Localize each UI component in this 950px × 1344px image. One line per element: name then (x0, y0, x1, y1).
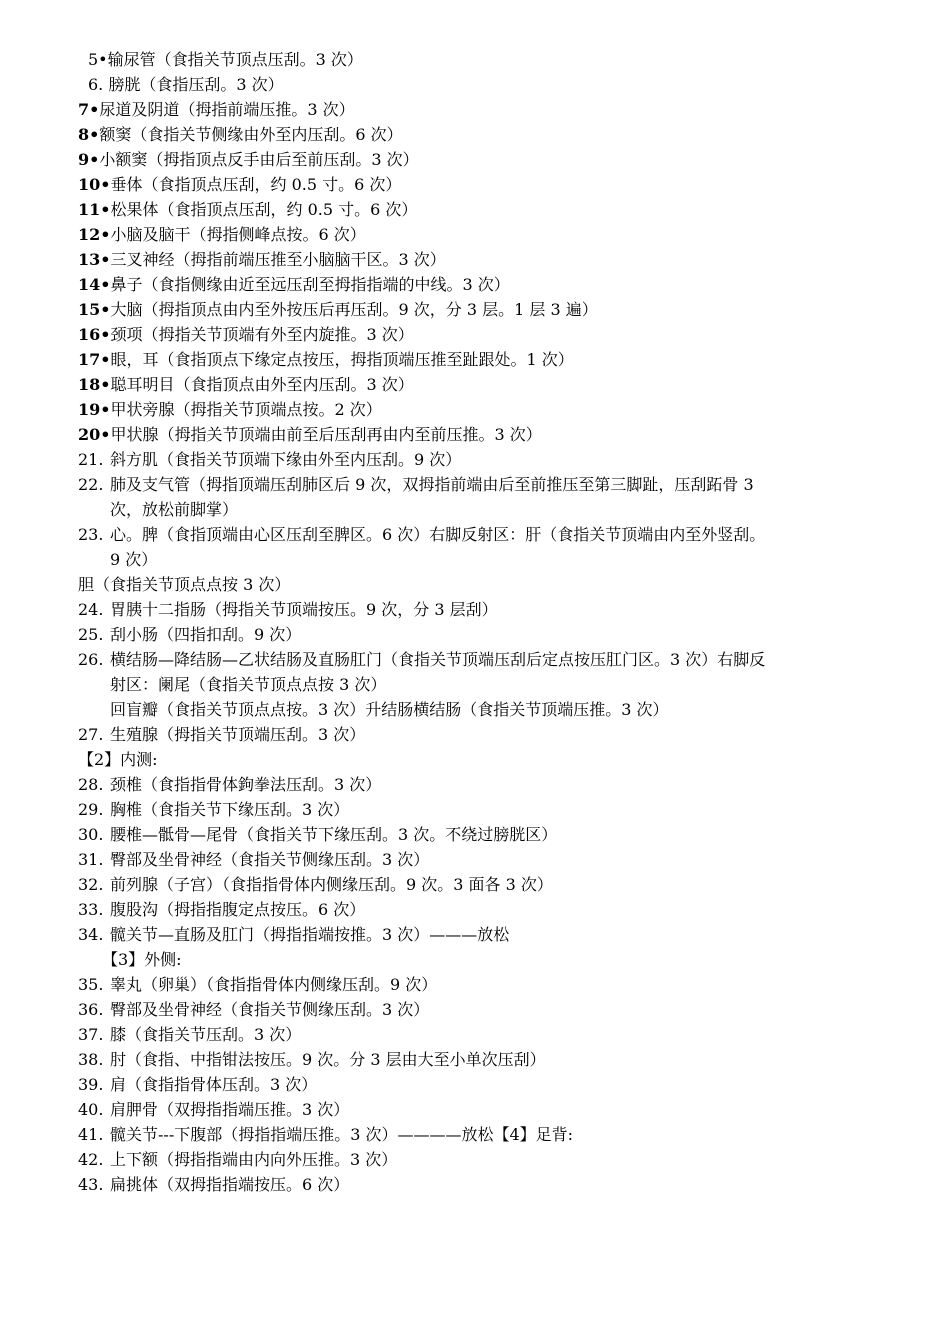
list-item (78, 772, 890, 797)
list-item (78, 847, 890, 872)
list-item (78, 97, 890, 122)
item-number: 17• (78, 350, 111, 369)
item-number: 43. (78, 1175, 104, 1194)
list-item (78, 472, 890, 522)
list-item (78, 272, 890, 297)
item-number: 39. (78, 1075, 104, 1094)
list-item (78, 322, 890, 347)
item-text: 膀胱（食指压刮。3 次） (108, 75, 284, 94)
item-text: 鼻子（食指侧缘由近至远压刮至拇指指端的中线。3 次） (110, 275, 510, 294)
item-number: 6. (88, 75, 104, 94)
item-number: 9• (78, 150, 100, 169)
list-item (78, 172, 890, 197)
list-item (78, 597, 890, 622)
list-item (78, 122, 890, 147)
item-text: 甲状旁腺（拇指关节顶端点按。2 次） (110, 400, 382, 419)
paragraph-gall: 胆（食指关节顶点点按 3 次） (78, 575, 291, 594)
item-text: 腰椎—骶骨—尾骨（食指关节下缘压刮。3 次。不绕过膀胱区） (110, 825, 558, 844)
list-item (78, 822, 890, 847)
item-number: 22. (78, 475, 104, 494)
item-text: 扁挑体（双拇指指端按压。6 次） (110, 1175, 350, 1194)
item-text: 前列腺（子宫）（食指指骨体内侧缘压刮。9 次。3 面各 3 次） (110, 875, 553, 894)
item-text: 膝（食指关节压刮。3 次） (110, 1025, 302, 1044)
list-item (78, 372, 890, 397)
item-text: 腹股沟（拇指指腹定点按压。6 次） (110, 900, 366, 919)
list-item (78, 222, 890, 247)
item-text-line: 次，放松前脚掌） (110, 500, 239, 519)
item-number: 27. (78, 725, 104, 744)
item-number: 41. (78, 1125, 104, 1144)
item-number: 21. (78, 450, 104, 469)
item-number: 36. (78, 1000, 104, 1019)
item-text (110, 472, 890, 522)
item-number: 28. (78, 775, 104, 794)
item-text-line: 9 次） (110, 550, 158, 569)
item-number: 10• (78, 175, 111, 194)
item-text: 额窦（食指关节侧缘由外至内压刮。6 次） (99, 125, 403, 144)
item-text: 上下额（拇指指端由内向外压推。3 次） (110, 1150, 398, 1169)
item-text: 颈椎（食指指骨体鉤拳法压刮。3 次） (110, 775, 382, 794)
list-item (78, 872, 890, 897)
item-number: 42. (78, 1150, 104, 1169)
list-item (78, 1122, 890, 1147)
section-heading: 【3】外侧: (102, 950, 182, 969)
list-item (78, 522, 890, 572)
item-number: 24. (78, 600, 104, 619)
item-text: 三叉神经（拇指前端压推至小脑脑干区。3 次） (110, 250, 446, 269)
item-number: 33. (78, 900, 104, 919)
item-text-line: 射区：阑尾（食指关节顶点点按 3 次） (110, 675, 387, 694)
item-text: 臀部及坐骨神经（食指关节侧缘压刮。3 次） (110, 850, 430, 869)
section-heading: 【2】内测: (78, 750, 158, 769)
item-text: 胸椎（食指关节下缘压刮。3 次） (110, 800, 350, 819)
list-item (78, 422, 890, 447)
list-item (78, 72, 890, 97)
list-item (78, 897, 890, 922)
item-number: 23. (78, 525, 104, 544)
item-text: 尿道及阴道（拇指前端压推。3 次） (99, 100, 355, 119)
item-text: 胃胰十二指肠（拇指关节顶端按压。9 次，分 3 层刮） (110, 600, 498, 619)
list-item (78, 147, 890, 172)
list-item (78, 1097, 890, 1122)
document-content (78, 47, 890, 1197)
item-number: 35. (78, 975, 104, 994)
item-number: 31. (78, 850, 104, 869)
item-text (110, 522, 890, 572)
item-number: 15• (78, 300, 111, 319)
item-text: 肩（食指指骨体压刮。3 次） (110, 1075, 318, 1094)
item-text: 斜方肌（食指关节顶端下缘由外至内压刮。9 次） (110, 450, 462, 469)
item-text: 松果体（食指顶点压刮，约 0.5 寸。6 次） (110, 200, 418, 219)
item-text: 睾丸（卵巢）（食指指骨体内侧缘压刮。9 次） (110, 975, 438, 994)
list-item (78, 972, 890, 997)
item-number: 14• (78, 275, 111, 294)
item-number: 7• (78, 100, 100, 119)
item-text-line: 横结肠—降结肠—乙状结肠及直肠肛门（食指关节顶端压刮后定点按压肛门区。3 次）右脚反 (110, 650, 766, 669)
list-item (78, 722, 890, 747)
list-item (78, 347, 890, 372)
list-item (78, 1047, 890, 1072)
list-item (78, 247, 890, 272)
item-number: 40. (78, 1100, 104, 1119)
list-item (78, 997, 890, 1022)
item-number: 20• (78, 425, 111, 444)
list-item (78, 622, 890, 647)
list-item (78, 1172, 890, 1197)
item-text: 大脑（拇指顶点由内至外按压后再压刮。9 次，分 3 层。1 层 3 遍） (110, 300, 598, 319)
item-number: 19• (78, 400, 111, 419)
item-number: 29. (78, 800, 104, 819)
item-text: 垂体（食指顶点压刮，约 0.5 寸。6 次） (110, 175, 402, 194)
item-text: 髋关节---下腹部（拇指指端压推。3 次）————放松【4】足背: (110, 1125, 574, 1144)
list-item (78, 797, 890, 822)
item-number: 25. (78, 625, 104, 644)
list-item (78, 397, 890, 422)
item-text-line: 肺及支气管（拇指顶端压刮肺区后 9 次，双拇指前端由后至前推压至第三脚趾，压刮跖骨 3 (110, 475, 754, 494)
item-number: 8• (78, 125, 100, 144)
item-text: 输尿管（食指关节顶点压刮。3 次） (107, 50, 363, 69)
item-text: 眼，耳（食指顶点下缘定点按压，拇指顶端压推至趾跟处。1 次） (110, 350, 574, 369)
item-text-line: 回盲瓣（食指关节顶点点按。3 次）升结肠横结肠（食指关节顶端压推。3 次） (110, 700, 669, 719)
item-number: 13• (78, 250, 111, 269)
list-item (78, 922, 890, 947)
item-text: 小脑及脑干（拇指侧峰点按。6 次） (110, 225, 366, 244)
item-number: 30. (78, 825, 104, 844)
list-item (78, 197, 890, 222)
list-item (78, 1022, 890, 1047)
item-number: 18• (78, 375, 111, 394)
list-item (78, 47, 890, 72)
list-item (78, 1147, 890, 1172)
item-text: 髋关节—直肠及肛门（拇指指端按推。3 次）———放松 (110, 925, 510, 944)
item-text: 臀部及坐骨神经（食指关节侧缘压刮。3 次） (110, 1000, 430, 1019)
item-number: 26. (78, 650, 104, 669)
item-number: 34. (78, 925, 104, 944)
item-text: 小额窦（拇指顶点反手由后至前压刮。3 次） (99, 150, 419, 169)
item-text: 颈项（拇指关节顶端有外至内旋推。3 次） (110, 325, 414, 344)
item-text: 甲状腺（拇指关节顶端由前至后压刮再由内至前压推。3 次） (110, 425, 542, 444)
item-number: 11• (78, 200, 111, 219)
item-number: 16• (78, 325, 111, 344)
item-text (110, 647, 890, 722)
item-text: 生殖腺（拇指关节顶端压刮。3 次） (110, 725, 366, 744)
item-text: 肘（食指、中指钳法按压。9 次。分 3 层由大至小单次压刮） (110, 1050, 546, 1069)
item-text: 肩胛骨（双拇指指端压推。3 次） (110, 1100, 350, 1119)
item-number: 37. (78, 1025, 104, 1044)
list-item (78, 447, 890, 472)
item-number: 38. (78, 1050, 104, 1069)
list-item (78, 297, 890, 322)
item-number: 12• (78, 225, 111, 244)
item-number: 5• (88, 50, 108, 69)
item-text: 聪耳明目（食指顶点由外至内压刮。3 次） (110, 375, 414, 394)
item-number: 32. (78, 875, 104, 894)
item-text: 刮小肠（四指扣刮。9 次） (110, 625, 302, 644)
item-text-line: 心。脾（食指顶端由心区压刮至脾区。6 次）右脚反射区：肝（食指关节顶端由内至外竖刮。 (110, 525, 766, 544)
list-item (78, 1072, 890, 1097)
list-item (78, 647, 890, 722)
